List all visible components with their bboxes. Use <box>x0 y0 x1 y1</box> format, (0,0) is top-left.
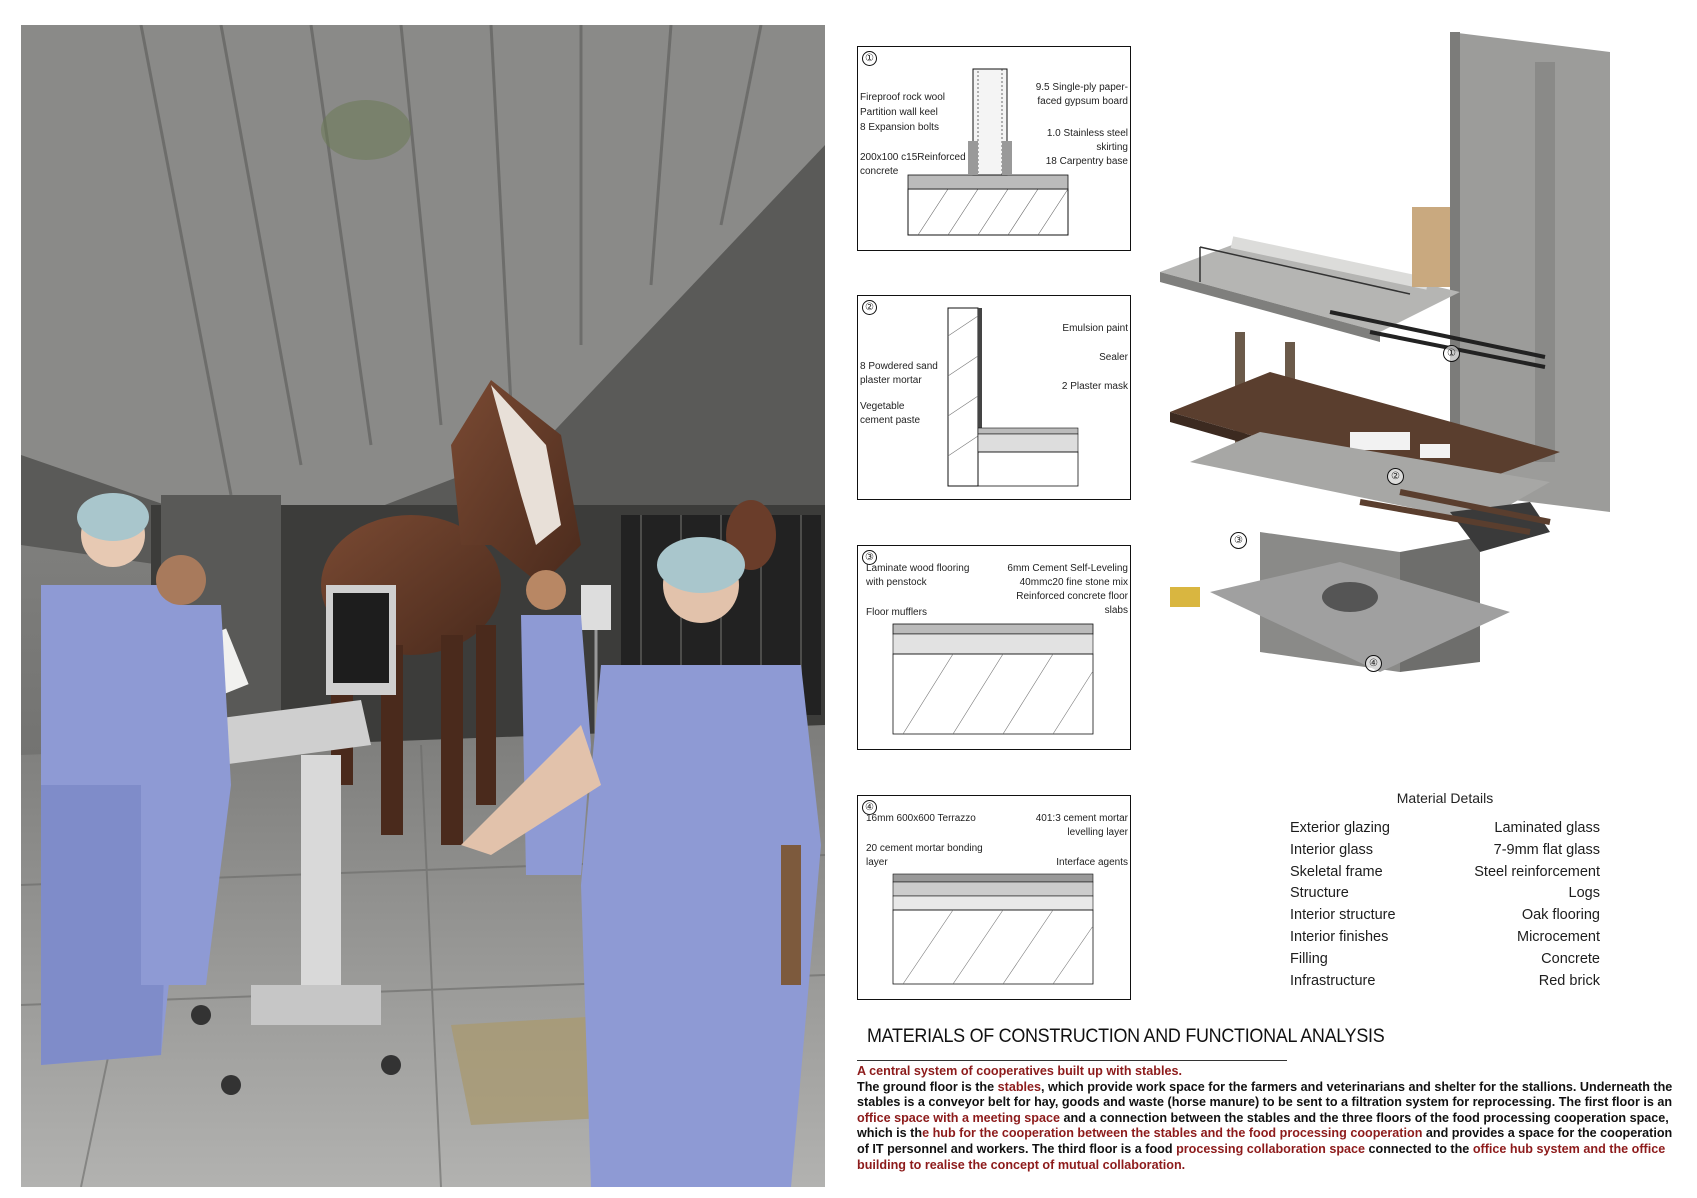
axo-marker-4: ④ <box>1365 655 1382 672</box>
vet-back <box>521 570 591 875</box>
detail-4-label: 20 cement mortar bonding <box>866 843 983 854</box>
axo-marker-2: ② <box>1387 468 1404 485</box>
material-item: Interior glass <box>1290 841 1374 858</box>
axonometric-section <box>1150 32 1688 732</box>
analysis-highlight: office space with a meeting space <box>857 1110 1060 1125</box>
material-item: Infrastructure <box>1290 972 1376 989</box>
detail-1-number: ① <box>862 51 877 66</box>
detail-2-label: cement paste <box>860 415 921 426</box>
material-value: Steel reinforcement <box>1474 863 1600 880</box>
detail-3-label: 6mm Cement Self-Leveling <box>1007 563 1128 574</box>
detail-2-number: ② <box>862 300 877 315</box>
detail-4-label: 401:3 cement mortar <box>1035 813 1128 824</box>
material-value: Red brick <box>1538 972 1600 989</box>
analysis-highlight: stables <box>997 1079 1042 1094</box>
detail-1-label: skirting <box>1096 142 1128 153</box>
material-value: Logs <box>1568 885 1600 902</box>
detail-1-label: 9.5 Single-ply paper- <box>1035 82 1128 93</box>
detail-2-label: Sealer <box>1099 352 1128 363</box>
detail-1-label: concrete <box>860 166 899 177</box>
detail-2-label: Emulsion paint <box>1062 323 1128 334</box>
analysis-text: The ground floor is the <box>857 1079 998 1094</box>
functional-analysis-text <box>857 1064 1677 1173</box>
detail-1-label: faced gypsum board <box>1037 96 1128 107</box>
detail-4-label: Interface agents <box>1056 857 1128 868</box>
material-value: Microcement <box>1517 928 1600 945</box>
material-item: Skeletal frame <box>1290 863 1383 880</box>
axonometric-drawing <box>1150 32 1688 732</box>
analysis-text: and provides a space for the cooperation of IT personnel and workers. The third floor is a food <box>857 1126 1673 1156</box>
detail-2-label: 2 Plaster mask <box>1061 381 1128 392</box>
material-value: 7-9mm flat glass <box>1493 841 1600 858</box>
material-row <box>1290 842 1600 864</box>
material-item: Interior finishes <box>1290 928 1389 945</box>
detail-3-label: 40mmc20 fine stone mix <box>1019 577 1128 588</box>
axo-marker-3: ③ <box>1230 532 1247 549</box>
analysis-highlight: e hub for the cooperation between the stables and the food processing cooperation <box>922 1126 1423 1141</box>
detail-3-label: slabs <box>1104 605 1128 616</box>
detail-section-1 <box>857 46 1131 251</box>
material-item: Structure <box>1290 885 1349 902</box>
material-row <box>1290 907 1600 929</box>
material-value: Concrete <box>1541 950 1600 967</box>
material-details-table <box>1290 790 1600 994</box>
detail-section-3 <box>857 545 1131 750</box>
detail-4-number: ④ <box>862 800 877 815</box>
material-row <box>1290 864 1600 886</box>
detail-3-number: ③ <box>862 550 877 565</box>
detail-4-label: levelling layer <box>1067 827 1128 838</box>
material-item: Filling <box>1290 950 1328 967</box>
stable-rendering <box>21 25 825 1187</box>
detail-2-label: Vegetable <box>860 401 905 412</box>
material-row <box>1290 951 1600 973</box>
detail-1-label: 1.0 Stainless steel <box>1046 128 1128 139</box>
axo-marker-1: ① <box>1443 345 1460 362</box>
detail-3-label: Floor mufflers <box>866 607 927 618</box>
analysis-highlight: office hub system and the office building to realise the concept of mutual collaboration. <box>857 1141 1666 1172</box>
material-row <box>1290 973 1600 995</box>
detail-3-label: Reinforced concrete floor <box>1016 591 1128 602</box>
detail-section-2 <box>857 295 1131 500</box>
detail-2-label: 8 Powdered sand <box>860 361 938 372</box>
detail-1-label: Partition wall keel <box>860 107 938 118</box>
material-item: Interior structure <box>1290 907 1396 924</box>
stable-scene <box>21 25 825 1187</box>
detail-3-label: Laminate wood flooring <box>866 563 970 574</box>
analysis-text: and a connection between the stables and the three floors of the food processing cooperation space, which is th <box>857 1110 1669 1141</box>
material-row <box>1290 820 1600 842</box>
analysis-text: connected to the <box>1365 1141 1473 1156</box>
material-value: Oak flooring <box>1521 907 1600 924</box>
detail-4-label: 16mm 600x600 Terrazzo <box>866 813 976 824</box>
material-details-title: Material Details <box>1396 790 1494 806</box>
analysis-lead: A central system of cooperatives built up with stables. <box>857 1064 1182 1078</box>
section-heading <box>857 1022 1437 1050</box>
detail-3-label: with penstock <box>866 577 927 588</box>
section-heading-text: MATERIALS OF CONSTRUCTION AND FUNCTIONAL ANALYSIS <box>867 1024 1385 1047</box>
material-row <box>1290 885 1600 907</box>
analysis-text: , which provide work space for the farmers and veterinarians and shelter for the stallions. Underneath the stables is a conveyor belt for hay, goods and waste (horse manure) to be sent to a filtration system for reprocessing. The first floor is an <box>857 1079 1673 1110</box>
material-item: Exterior glazing <box>1290 820 1390 836</box>
analysis-body <box>857 1080 1677 1174</box>
detail-1-label: Fireproof rock wool <box>860 92 946 103</box>
detail-1-label: 18 Carpentry base <box>1045 156 1128 167</box>
detail-4-label: layer <box>866 857 888 868</box>
material-row <box>1290 929 1600 951</box>
analysis-highlight: processing collaboration space <box>1176 1141 1366 1156</box>
detail-2-label: plaster mortar <box>860 375 922 386</box>
detail-1-label: 8 Expansion bolts <box>860 122 939 133</box>
detail-1-label: 200x100 c15Reinforced <box>860 152 966 163</box>
heading-divider <box>857 1060 1287 1061</box>
detail-1-drawing <box>858 47 1130 250</box>
material-value: Laminated glass <box>1494 820 1600 836</box>
detail-section-4 <box>857 795 1131 1000</box>
